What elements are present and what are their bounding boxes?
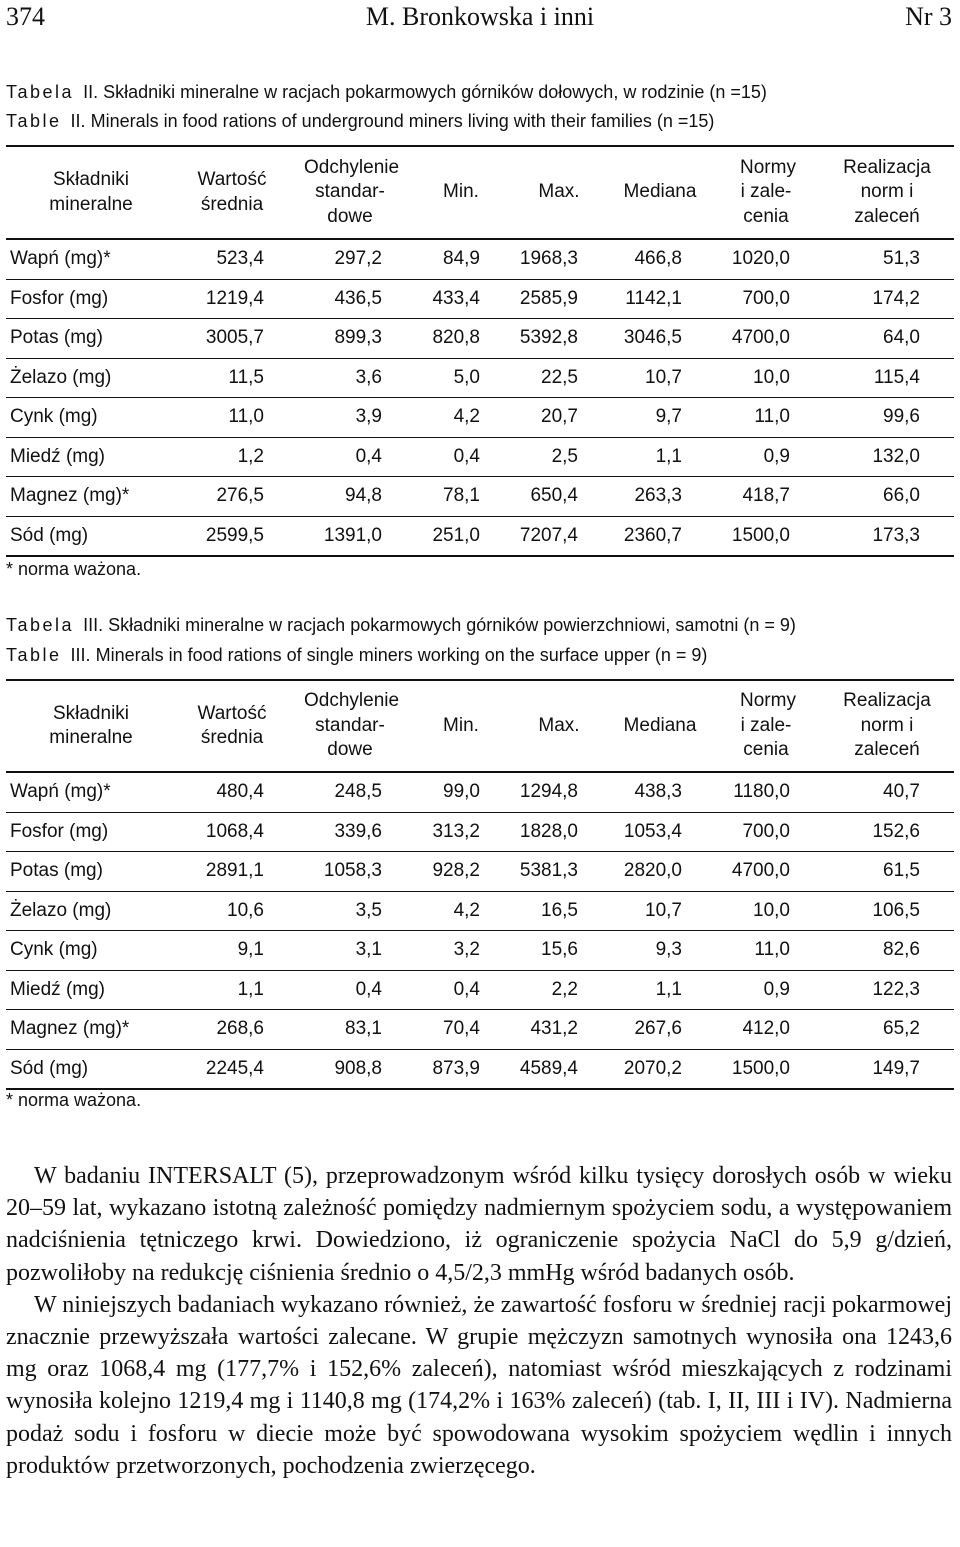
col-header-max: Max.: [510, 146, 608, 239]
mineral-cell: Fosfor (mg): [6, 279, 176, 319]
mineral-cell: Potas (mg): [6, 852, 176, 892]
table-3-body: [6, 772, 954, 1089]
journal-issue: Nr 3: [905, 2, 952, 31]
min-cell: 4,2: [412, 891, 510, 931]
median-cell: 2360,7: [608, 516, 712, 556]
sd-cell: 0,4: [288, 970, 412, 1010]
mean-cell: 10,6: [176, 891, 288, 931]
col-header-sd: Odchylenie standar- dowe: [288, 680, 412, 772]
max-cell: 5392,8: [510, 319, 608, 359]
realization-cell: 66,0: [820, 477, 954, 517]
mineral-cell: Żelazo (mg): [6, 358, 176, 398]
sd-cell: 436,5: [288, 279, 412, 319]
running-head: [0, 0, 960, 34]
median-cell: 263,3: [608, 477, 712, 517]
table-row: [6, 319, 954, 359]
max-cell: 20,7: [510, 398, 608, 438]
col-header-median: Mediana: [608, 146, 712, 239]
norm-cell: 418,7: [712, 477, 820, 517]
norm-cell: 10,0: [712, 891, 820, 931]
body-text: [6, 1160, 952, 1482]
mineral-cell: Sód (mg): [6, 516, 176, 556]
median-cell: 10,7: [608, 891, 712, 931]
min-cell: 313,2: [412, 812, 510, 852]
table-row: [6, 852, 954, 892]
realization-cell: 149,7: [820, 1049, 954, 1089]
table-row: [6, 358, 954, 398]
norm-cell: 1500,0: [712, 516, 820, 556]
max-cell: 1294,8: [510, 772, 608, 812]
body-paragraph: W niniejszych badaniach wykazano również, że zawartość fosforu w średniej racji pokarmowej znacznie przewyższała wartości zalecane. W grupie mężczyzn samotnych wynosiła ona 1243,6 mg oraz 1068,4 mg (177,7% i 152,6% zaleceń), natomiast wśród mieszkających z rodzinami wynosiła kolejno 1219,4 mg i 1140,8 mg (174,2% i 163% zaleceń) (tab. I, II, III i IV). Nadmierna podaż sodu i fosforu w diecie może być spowodowana wysokim spożyciem wędlin i innych produktów przetworzonych, pochodzenia zwierzęcego.: [6, 1291, 952, 1479]
mean-cell: 2891,1: [176, 852, 288, 892]
sd-cell: 1058,3: [288, 852, 412, 892]
sd-cell: 1391,0: [288, 516, 412, 556]
table-row: [6, 931, 954, 971]
min-cell: 928,2: [412, 852, 510, 892]
caption-label: Table: [6, 111, 62, 131]
mineral-cell: Miedź (mg): [6, 437, 176, 477]
table-row: [6, 970, 954, 1010]
median-cell: 466,8: [608, 239, 712, 279]
median-cell: 2070,2: [608, 1049, 712, 1089]
sd-cell: 297,2: [288, 239, 412, 279]
table-3-caption-pl: [6, 614, 954, 636]
max-cell: 7207,4: [510, 516, 608, 556]
sd-cell: 3,9: [288, 398, 412, 438]
realization-cell: 99,6: [820, 398, 954, 438]
median-cell: 267,6: [608, 1010, 712, 1050]
caption-number: III.: [83, 615, 104, 635]
norm-cell: 4700,0: [712, 852, 820, 892]
norm-cell: 0,9: [712, 437, 820, 477]
median-cell: 9,7: [608, 398, 712, 438]
col-header-max: Max.: [510, 680, 608, 772]
table-3: [6, 679, 954, 1090]
mean-cell: 1,1: [176, 970, 288, 1010]
caption-label: Table: [6, 645, 62, 665]
median-cell: 1053,4: [608, 812, 712, 852]
max-cell: 22,5: [510, 358, 608, 398]
col-header-median: Mediana: [608, 680, 712, 772]
col-header-sd: Odchylenie standar- dowe: [288, 146, 412, 239]
page-number: 374: [6, 2, 45, 31]
mineral-cell: Potas (mg): [6, 319, 176, 359]
median-cell: 1,1: [608, 970, 712, 1010]
mean-cell: 523,4: [176, 239, 288, 279]
realization-cell: 122,3: [820, 970, 954, 1010]
mineral-cell: Fosfor (mg): [6, 812, 176, 852]
caption-label: Tabela: [6, 615, 75, 635]
sd-cell: 3,6: [288, 358, 412, 398]
min-cell: 873,9: [412, 1049, 510, 1089]
body-paragraph: W badaniu INTERSALT (5), przeprowadzonym wśród kilku tysięcy dorosłych osób w wieku 20–59 lat, wykazano istotną zależność pomiędzy nadmiernym spożyciem sodu, a występowaniem nadciśnienia tętniczego krwi. Dowiedziono, iż ograniczenie spożycia NaCl do 5,9 g/dzień, pozwoliłoby na redukcję ciśnienia średnio o 4,5/2,3 mmHg wśród badanych osób.: [6, 1163, 952, 1286]
median-cell: 1142,1: [608, 279, 712, 319]
mineral-cell: Wapń (mg)*: [6, 239, 176, 279]
table-3-caption-en: [6, 644, 954, 666]
min-cell: 0,4: [412, 437, 510, 477]
table-3-footnote: * norma ważona.: [6, 1090, 142, 1110]
min-cell: 99,0: [412, 772, 510, 812]
max-cell: 1828,0: [510, 812, 608, 852]
min-cell: 5,0: [412, 358, 510, 398]
min-cell: 251,0: [412, 516, 510, 556]
table-row: [6, 239, 954, 279]
min-cell: 4,2: [412, 398, 510, 438]
sd-cell: 248,5: [288, 772, 412, 812]
max-cell: 5381,3: [510, 852, 608, 892]
realization-cell: 174,2: [820, 279, 954, 319]
table-row: [6, 1049, 954, 1089]
col-header-min: Min.: [412, 680, 510, 772]
mineral-cell: Magnez (mg)*: [6, 477, 176, 517]
max-cell: 650,4: [510, 477, 608, 517]
mineral-cell: Miedź (mg): [6, 970, 176, 1010]
col-header-mean: Wartość średnia: [176, 146, 288, 239]
table-2-caption-en: [6, 110, 954, 132]
sd-cell: 3,5: [288, 891, 412, 931]
mineral-cell: Cynk (mg): [6, 931, 176, 971]
max-cell: 2585,9: [510, 279, 608, 319]
mineral-cell: Magnez (mg)*: [6, 1010, 176, 1050]
table-2-footnote: * norma ważona.: [6, 559, 142, 579]
sd-cell: 94,8: [288, 477, 412, 517]
table-row: [6, 437, 954, 477]
mean-cell: 2599,5: [176, 516, 288, 556]
norm-cell: 11,0: [712, 931, 820, 971]
table-row: [6, 279, 954, 319]
realization-cell: 115,4: [820, 358, 954, 398]
max-cell: 15,6: [510, 931, 608, 971]
max-cell: 1968,3: [510, 239, 608, 279]
caption-label: Tabela: [6, 82, 75, 102]
mineral-cell: Wapń (mg)*: [6, 772, 176, 812]
realization-cell: 51,3: [820, 239, 954, 279]
sd-cell: 908,8: [288, 1049, 412, 1089]
realization-cell: 65,2: [820, 1010, 954, 1050]
sd-cell: 899,3: [288, 319, 412, 359]
norm-cell: 1020,0: [712, 239, 820, 279]
mean-cell: 9,1: [176, 931, 288, 971]
min-cell: 84,9: [412, 239, 510, 279]
running-head-authors: M. Bronkowska i inni: [365, 2, 595, 31]
mean-cell: 1219,4: [176, 279, 288, 319]
col-header-mineral: Składniki mineralne: [6, 680, 176, 772]
caption-text: Składniki mineralne w racjach pokarmowych górników powierzchniowi, samotni (n = 9): [108, 615, 796, 635]
realization-cell: 152,6: [820, 812, 954, 852]
table-header-row: [6, 680, 954, 772]
caption-text: Składniki mineralne w racjach pokarmowych górników dołowych, w rodzinie (n =15): [103, 82, 767, 102]
table-row: [6, 516, 954, 556]
max-cell: 4589,4: [510, 1049, 608, 1089]
caption-text: Minerals in food rations of single miners working on the surface upper (n = 9): [95, 645, 708, 665]
realization-cell: 64,0: [820, 319, 954, 359]
min-cell: 70,4: [412, 1010, 510, 1050]
median-cell: 3046,5: [608, 319, 712, 359]
mean-cell: 1068,4: [176, 812, 288, 852]
max-cell: 2,5: [510, 437, 608, 477]
col-header-mineral: Składniki mineralne: [6, 146, 176, 239]
min-cell: 78,1: [412, 477, 510, 517]
median-cell: 1,1: [608, 437, 712, 477]
table-row: [6, 477, 954, 517]
realization-cell: 40,7: [820, 772, 954, 812]
mineral-cell: Cynk (mg): [6, 398, 176, 438]
table-2-caption-pl: [6, 81, 954, 103]
caption-text: Minerals in food rations of underground miners living with their families (n =15): [90, 111, 715, 131]
sd-cell: 0,4: [288, 437, 412, 477]
median-cell: 2820,0: [608, 852, 712, 892]
norm-cell: 700,0: [712, 812, 820, 852]
norm-cell: 412,0: [712, 1010, 820, 1050]
norm-cell: 10,0: [712, 358, 820, 398]
norm-cell: 0,9: [712, 970, 820, 1010]
table-row: [6, 772, 954, 812]
min-cell: 820,8: [412, 319, 510, 359]
mean-cell: 268,6: [176, 1010, 288, 1050]
mean-cell: 11,5: [176, 358, 288, 398]
col-header-min: Min.: [412, 146, 510, 239]
norm-cell: 4700,0: [712, 319, 820, 359]
col-header-realization: Realizacja norm i zaleceń: [820, 680, 954, 772]
norm-cell: 1500,0: [712, 1049, 820, 1089]
norm-cell: 700,0: [712, 279, 820, 319]
caption-number: III.: [70, 645, 91, 665]
mean-cell: 2245,4: [176, 1049, 288, 1089]
col-header-mean: Wartość średnia: [176, 680, 288, 772]
sd-cell: 83,1: [288, 1010, 412, 1050]
table-row: [6, 812, 954, 852]
median-cell: 9,3: [608, 931, 712, 971]
min-cell: 3,2: [412, 931, 510, 971]
mean-cell: 11,0: [176, 398, 288, 438]
realization-cell: 82,6: [820, 931, 954, 971]
table-2: [6, 145, 954, 557]
mean-cell: 3005,7: [176, 319, 288, 359]
realization-cell: 132,0: [820, 437, 954, 477]
realization-cell: 106,5: [820, 891, 954, 931]
norm-cell: 1180,0: [712, 772, 820, 812]
table-row: [6, 891, 954, 931]
max-cell: 16,5: [510, 891, 608, 931]
table-row: [6, 398, 954, 438]
min-cell: 433,4: [412, 279, 510, 319]
col-header-norms: Normy i zale- cenia: [712, 680, 820, 772]
realization-cell: 173,3: [820, 516, 954, 556]
col-header-norms: Normy i zale- cenia: [712, 146, 820, 239]
norm-cell: 11,0: [712, 398, 820, 438]
table-header-row: [6, 146, 954, 239]
caption-number: II.: [70, 111, 86, 131]
min-cell: 0,4: [412, 970, 510, 1010]
mean-cell: 480,4: [176, 772, 288, 812]
median-cell: 10,7: [608, 358, 712, 398]
col-header-realization: Realizacja norm i zaleceń: [820, 146, 954, 239]
mean-cell: 276,5: [176, 477, 288, 517]
caption-number: II.: [83, 82, 99, 102]
mineral-cell: Sód (mg): [6, 1049, 176, 1089]
realization-cell: 61,5: [820, 852, 954, 892]
max-cell: 2,2: [510, 970, 608, 1010]
table-row: [6, 1010, 954, 1050]
mineral-cell: Żelazo (mg): [6, 891, 176, 931]
sd-cell: 3,1: [288, 931, 412, 971]
mean-cell: 1,2: [176, 437, 288, 477]
sd-cell: 339,6: [288, 812, 412, 852]
median-cell: 438,3: [608, 772, 712, 812]
table-2-body: [6, 239, 954, 556]
max-cell: 431,2: [510, 1010, 608, 1050]
